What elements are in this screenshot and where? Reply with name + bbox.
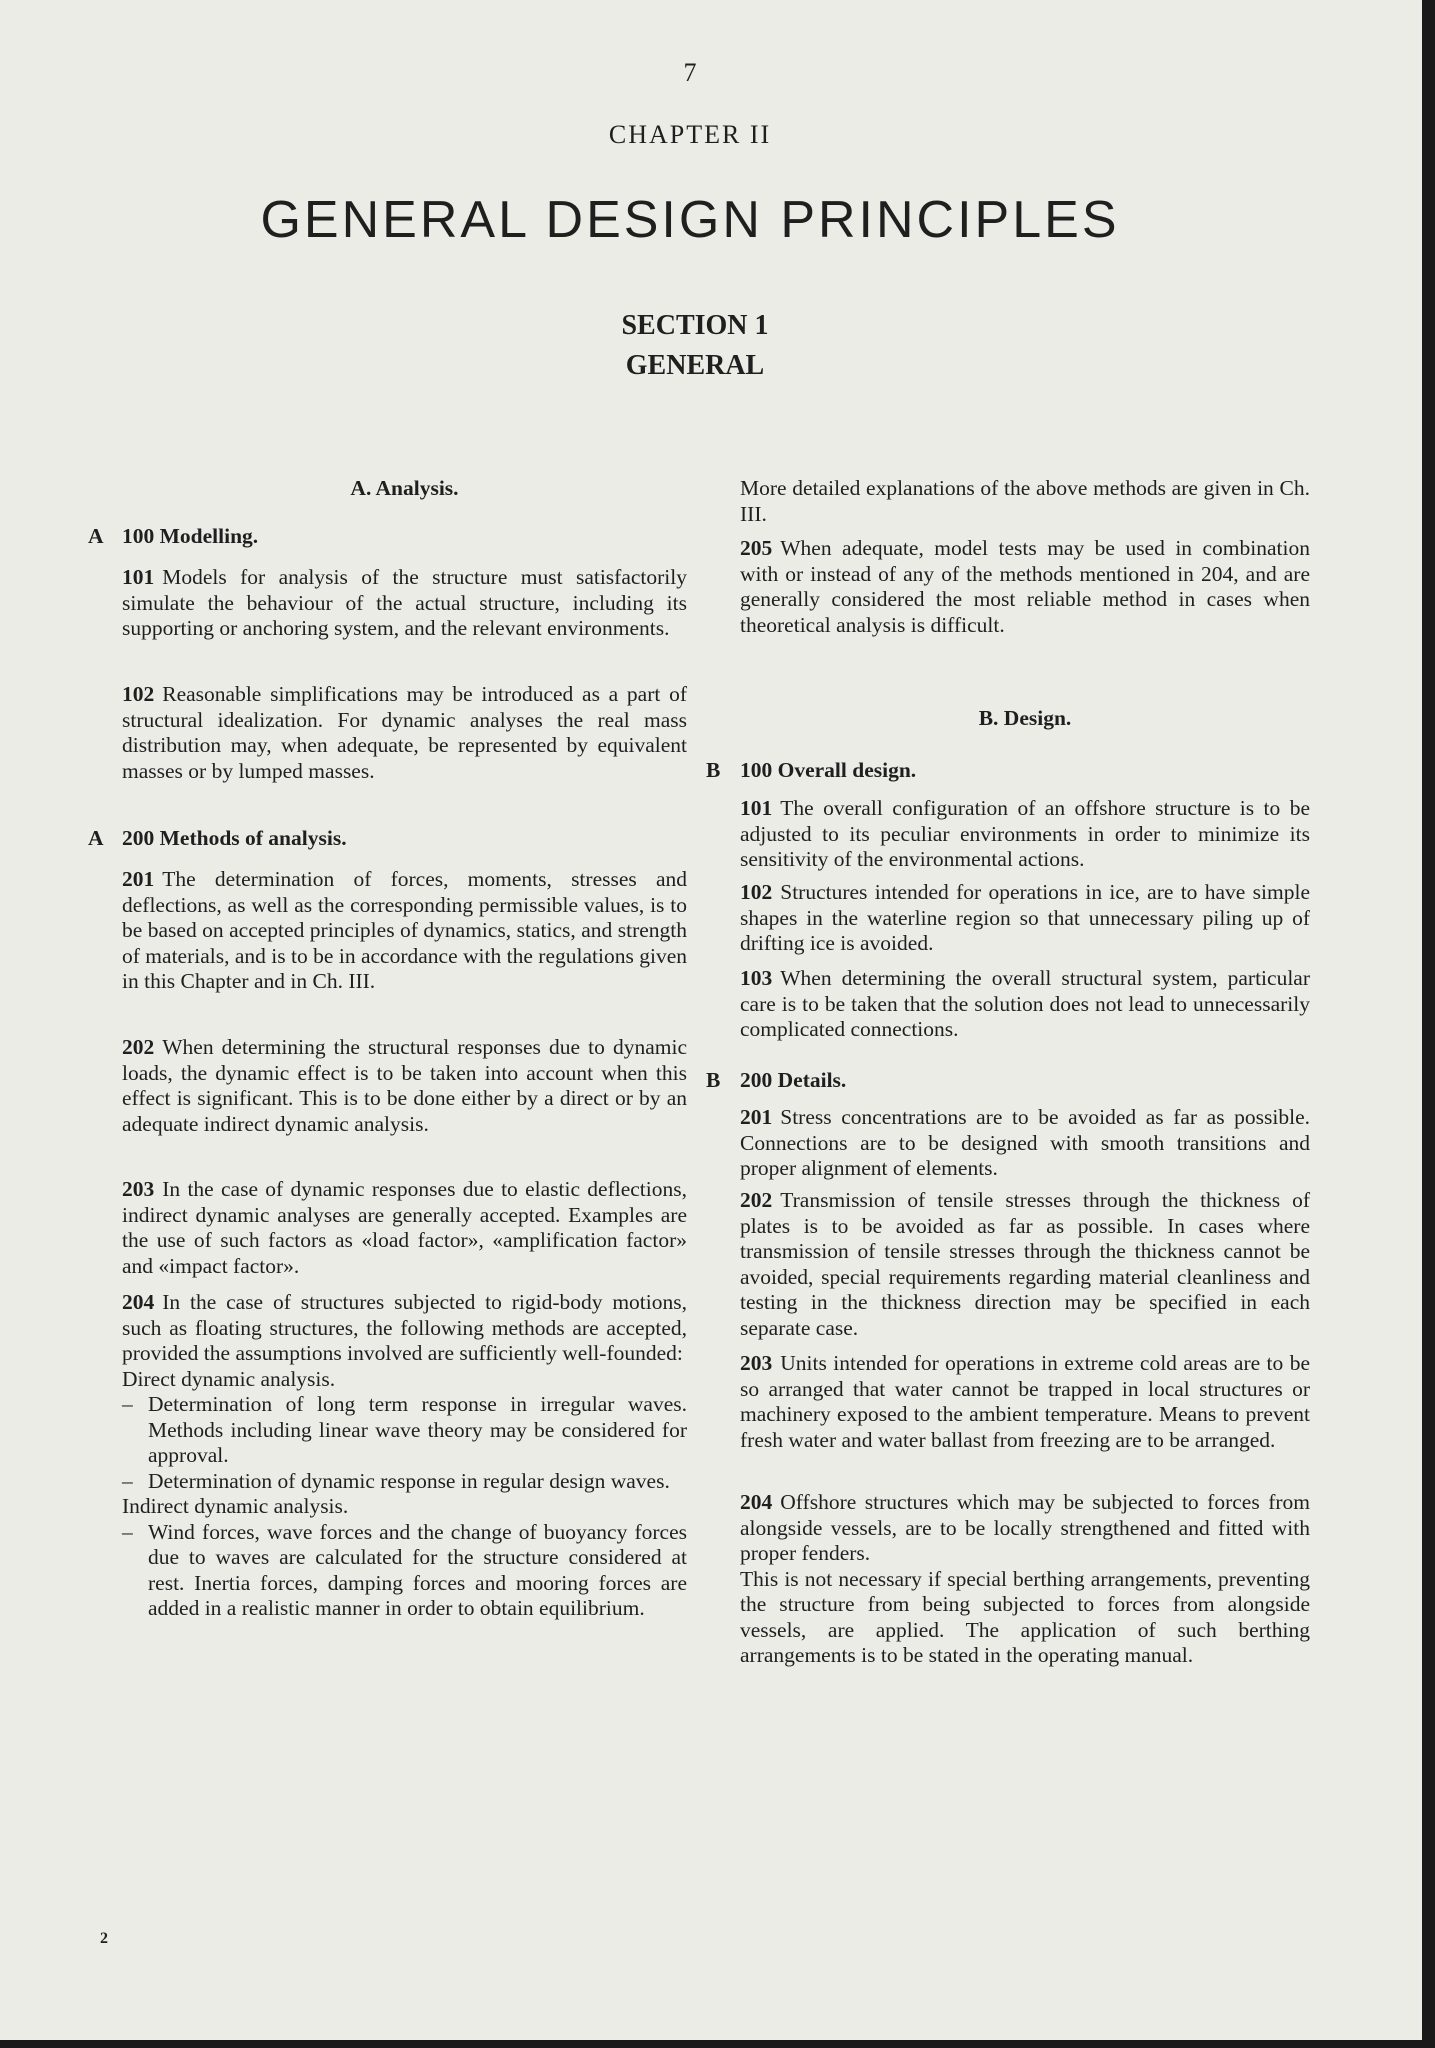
dash-bullet: –: [122, 1519, 133, 1544]
continued-text: More detailed explanations of the above methods are given in Ch. III.: [740, 476, 1310, 526]
paragraph-text: Units intended for operations in extreme cold areas are to be so arranged that water cannot be trapped in local structures or machinery exposed to the ambient temperature. Means to prevent fresh water and water ballast from freezing are to be arranged.: [740, 1351, 1310, 1452]
list-item: [122, 1520, 687, 1622]
paragraph-text: The determination of forces, moments, stresses and deflections, as well as the corresponding permissible values, is to be based on accepted principles of dynamics, statics, and strength of materials, and is to be in accordance with the regulations given in this Chapter and in Ch. III.: [122, 867, 687, 993]
paragraph-number: 203: [740, 1351, 773, 1375]
subsection-a200-heading: [88, 826, 687, 852]
subsection-a100-heading: [88, 524, 687, 550]
footer-number: 2: [100, 1930, 108, 1947]
paragraph-text: When determining the overall structural system, particular care is to be taken that the solution does not lead to unnecessarily complicated connections.: [740, 966, 1310, 1041]
page-title: GENERAL DESIGN PRINCIPLES: [260, 191, 1120, 249]
paragraph-text: Reasonable simplifications may be introduced as a part of structural idealization. For dynamic analyses the real mass distribution may, when adequate, be represented by equivalent masses or by lumped masses.: [122, 682, 687, 783]
chapter-label: CHAPTER II: [608, 120, 772, 149]
paragraph-number: 204: [122, 1290, 155, 1314]
paragraph-b101: [740, 796, 1310, 873]
paragraph-a204: [122, 1290, 687, 1367]
paragraph-text: Models for analysis of the structure must satisfactorily simulate the behaviour of the actual structure, including its supporting or anchoring system, and the relevant environments.: [122, 565, 687, 640]
paragraph-number: 102: [122, 682, 155, 706]
subsection-letter: A: [88, 826, 104, 850]
paragraph-text: The overall configuration of an offshore structure is to be adjusted to its peculiar environments in order to minimize its sensitivity of the environmental actions.: [740, 796, 1310, 871]
paragraph-b204: [740, 1490, 1310, 1567]
paragraph-number: 201: [740, 1105, 773, 1129]
paragraph-number: 201: [122, 867, 155, 891]
dash-bullet: –: [122, 1468, 133, 1493]
paragraph-number: 102: [740, 880, 773, 904]
paragraph-text: When adequate, model tests may be used in combination with or instead of any of the methods mentioned in 204, and are generally considered the most reliable method in cases when theoretical analysis is difficult.: [740, 536, 1310, 637]
list-item-text: Wind forces, wave forces and the change of buoyancy forces due to waves are calculated for the structure considered at rest. Inertia forces, damping forces and mooring forces are added in a realistic manner in order to obtain equilibrium.: [148, 1519, 687, 1620]
paragraph-a101: [122, 565, 687, 642]
paragraph-number: 101: [122, 565, 155, 589]
paragraph-text: In the case of structures subjected to rigid-body motions, such as floating structures, the following methods are accepted, provided the assumptions involved are sufficiently well-founded:: [122, 1290, 687, 1365]
paragraph-number: 101: [740, 796, 773, 820]
list-item-text: Determination of dynamic response in regular design waves.: [148, 1468, 670, 1493]
page-number: 7: [683, 58, 697, 87]
part-b-heading: B. Design.: [978, 706, 1072, 730]
paragraph-number: 205: [740, 536, 773, 560]
paragraph-text: In the case of dynamic responses due to elastic deflections, indirect dynamic analyses are generally accepted. Examples are the use of such factors as «load factor», «amplification factor» and «impact factor».: [122, 1177, 687, 1278]
subsection-title: 100 Overall design.: [740, 758, 917, 782]
paragraph-number: 103: [740, 966, 773, 990]
direct-analysis-label: Direct dynamic analysis.: [122, 1366, 336, 1391]
paragraph-number: 203: [122, 1177, 155, 1201]
paragraph-b103: [740, 966, 1310, 1043]
subsection-title: 200 Methods of analysis.: [122, 826, 347, 850]
paragraph-text: Structures intended for operations in ice, are to have simple shapes in the waterline region so that unnecessary piling up of drifting ice is avoided.: [740, 880, 1310, 955]
paragraph-b102: [740, 880, 1310, 957]
paragraph-text: Transmission of tensile stresses through the thickness of plates is to be avoided as far as possible. In cases where transmission of tensile stresses through the thickness cannot be avoided, special requirements regarding material cleanliness and testing in the thickness direction may be specified in each separate case.: [740, 1188, 1310, 1340]
paragraph-b201: [740, 1105, 1310, 1182]
paragraph-a102: [122, 682, 687, 784]
paragraph-b202: [740, 1188, 1310, 1341]
list-item: [122, 1469, 687, 1495]
section-name: GENERAL: [625, 350, 765, 381]
paragraph-a203: [122, 1177, 687, 1279]
subsection-b200-heading: [706, 1068, 1310, 1094]
subsection-letter: A: [88, 524, 104, 548]
paragraph-text: Stress concentrations are to be avoided as far as possible. Connections are to be designed with smooth transitions and proper alignment of elements.: [740, 1105, 1310, 1180]
subsection-letter: B: [706, 758, 721, 782]
paragraph-number: 202: [122, 1035, 155, 1059]
paragraph-b204-continuation: This is not necessary if special berthing arrangements, preventing the structure from being subjected to forces from alongside vessels, are applied. The application of such berthing arrangements is to be stated in the operating manual.: [740, 1566, 1310, 1667]
section-label: SECTION 1: [621, 310, 769, 341]
subsection-b100-heading: [706, 758, 1310, 784]
list-item: [122, 1392, 687, 1469]
paragraph-number: 204: [740, 1490, 773, 1514]
paragraph-a204-block: [122, 1290, 687, 1622]
subsection-title: 100 Modelling.: [122, 524, 259, 548]
paragraph-text: When determining the structural responses due to dynamic loads, the dynamic effect is to be taken into account when this effect is significant. This is to be done either by a direct or by an adequate indirect dynamic analysis.: [122, 1035, 687, 1136]
paragraph-number: 202: [740, 1188, 773, 1212]
paragraph-text: Offshore structures which may be subjected to forces from alongside vessels, are to be locally strengthened and fitted with proper fenders.: [740, 1490, 1310, 1565]
paragraph-a205: [740, 536, 1310, 638]
paragraph-b204-block: [740, 1490, 1310, 1669]
list-item-text: Determination of long term response in irregular waves. Methods including linear wave theory may be considered for approval.: [148, 1392, 687, 1467]
paragraph-a202: [122, 1035, 687, 1137]
indirect-analysis-label: Indirect dynamic analysis.: [122, 1494, 349, 1518]
subsection-letter: B: [706, 1068, 721, 1092]
dash-bullet: –: [122, 1392, 133, 1416]
paragraph-a201: [122, 867, 687, 995]
part-a-heading: A. Analysis.: [350, 476, 459, 500]
subsection-title: 200 Details.: [740, 1068, 847, 1092]
paragraph-b203: [740, 1351, 1310, 1453]
